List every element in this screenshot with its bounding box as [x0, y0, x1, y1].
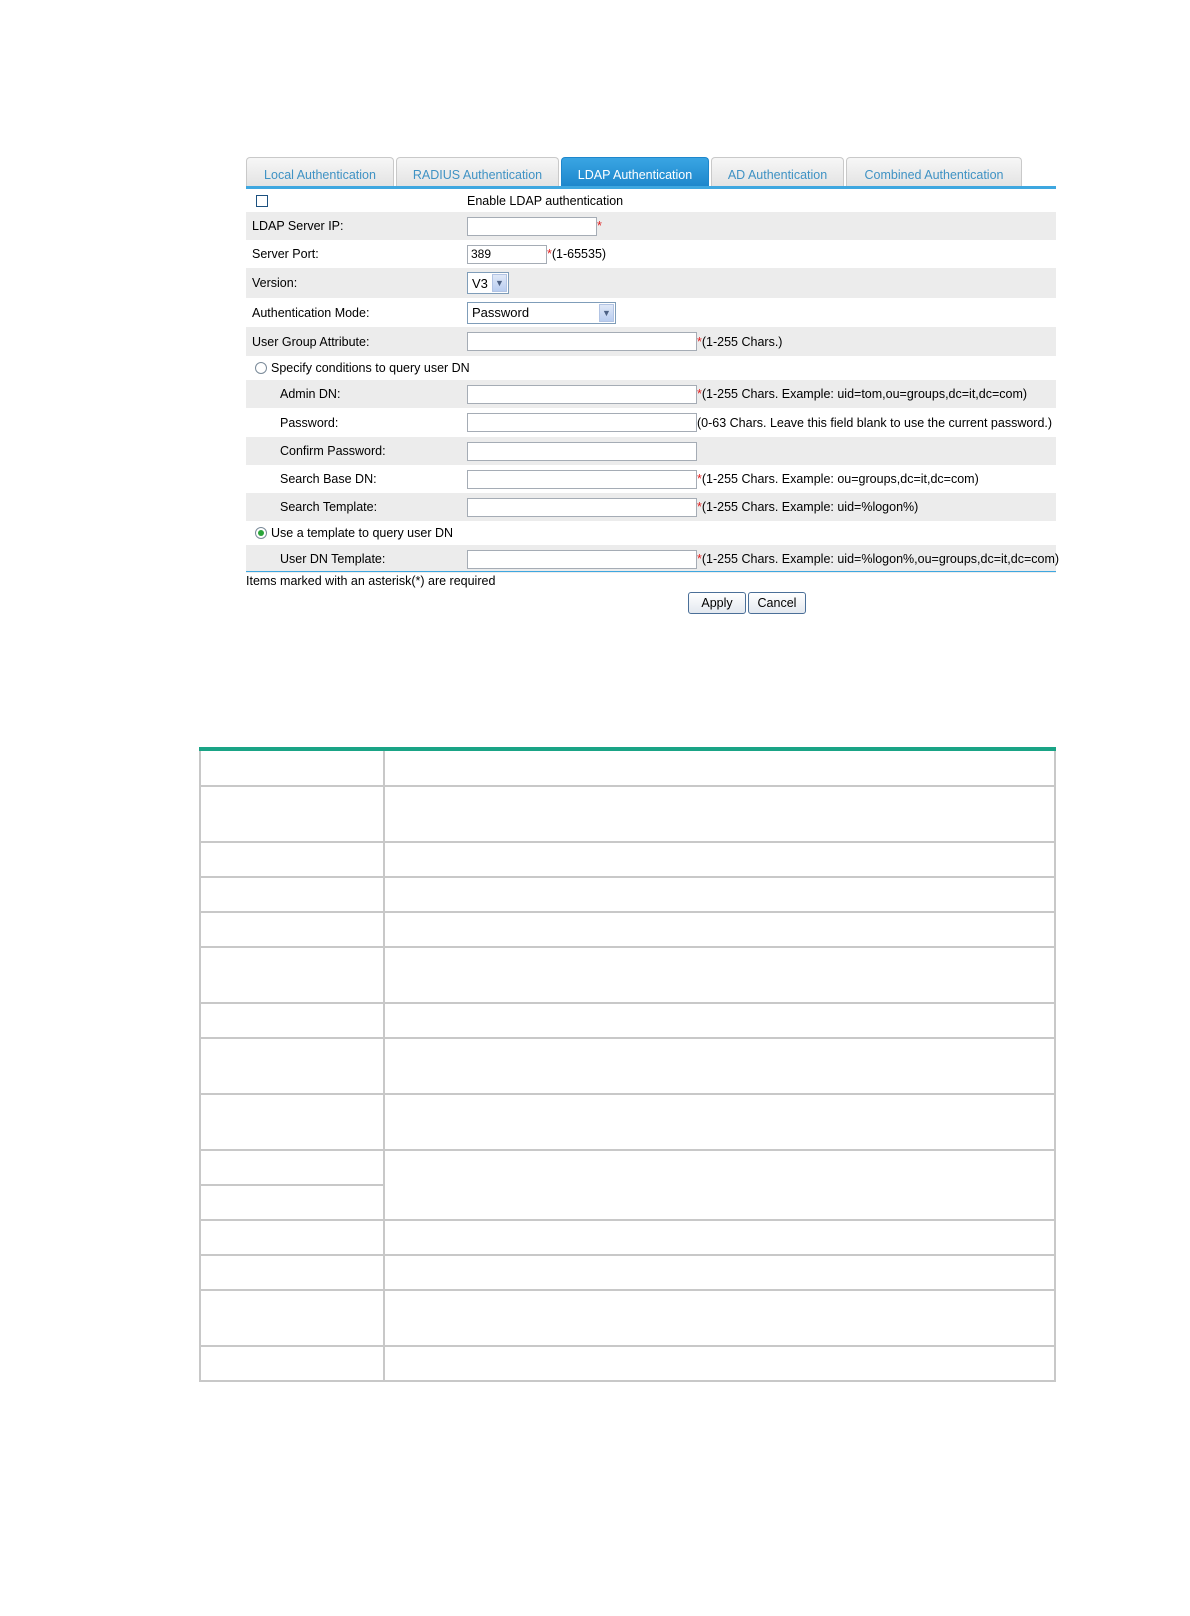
- enable-ldap-label: Enable LDAP authentication: [467, 193, 624, 208]
- required-marker: *: [547, 247, 552, 261]
- user-group-input[interactable]: [467, 332, 697, 351]
- password-label: Password:: [280, 415, 339, 430]
- tab-combined-authentication[interactable]: Combined Authentication: [846, 157, 1022, 186]
- required-note: Items marked with an asterisk(*) are required: [246, 574, 496, 588]
- auth-mode-row: [246, 298, 1056, 327]
- tab-local-authentication[interactable]: Local Authentication: [246, 157, 394, 186]
- admin-dn-hint: (1-255 Chars. Example: uid=tom,ou=groups,dc=it,dc=com): [701, 387, 1028, 401]
- enable-row: [246, 189, 1056, 212]
- server-ip-row: [246, 212, 1056, 240]
- admin-dn-label: Admin DN:: [280, 387, 341, 401]
- ldap-form: [246, 189, 1060, 573]
- specify-conditions-radio[interactable]: [255, 362, 267, 374]
- password-input[interactable]: [467, 413, 697, 432]
- auth-mode-label: Authentication Mode:: [252, 305, 370, 320]
- table-row: [200, 947, 1055, 1003]
- server-ip-label: LDAP Server IP:: [252, 219, 344, 233]
- server-port-row: [246, 240, 1056, 268]
- use-template-label: Use a template to query user DN: [271, 526, 454, 540]
- user-dn-template-input[interactable]: [467, 550, 697, 569]
- user-dn-template-hint: (1-255 Chars. Example: uid=%logon%,ou=groups,dc=it,dc=com): [701, 552, 1060, 566]
- version-row: [246, 268, 1056, 298]
- password-row: [246, 408, 1056, 437]
- table-row: [200, 1255, 1055, 1290]
- tab-ldap-authentication[interactable]: LDAP Authentication: [561, 157, 709, 186]
- specify-conditions-label: Specify conditions to query user DN: [271, 361, 470, 375]
- table-row: [200, 912, 1055, 947]
- required-marker: *: [697, 387, 702, 401]
- search-base-dn-hint: (1-255 Chars. Example: ou=groups,dc=it,dc=com): [701, 472, 979, 486]
- form-bottom-divider: [246, 571, 1056, 572]
- table-row: [200, 1150, 1055, 1185]
- table-row: [200, 786, 1055, 842]
- password-hint: (0-63 Chars. Leave this field blank to use the current password.): [697, 415, 1053, 430]
- confirm-password-label: Confirm Password:: [280, 444, 386, 458]
- search-base-dn-input[interactable]: [467, 470, 697, 489]
- user-group-row: [246, 327, 1056, 356]
- search-template-row: [246, 493, 1056, 521]
- enable-ldap-checkbox[interactable]: [256, 195, 268, 207]
- search-template-label: Search Template:: [280, 500, 378, 514]
- search-template-hint: (1-255 Chars. Example: uid=%logon%): [701, 500, 919, 514]
- version-select[interactable]: [467, 272, 509, 294]
- search-template-input[interactable]: [467, 498, 697, 517]
- user-dn-template-row: [246, 545, 1060, 573]
- apply-button[interactable]: Apply: [688, 592, 746, 614]
- table-row: [200, 877, 1055, 912]
- specify-conditions-row: [246, 356, 1056, 380]
- server-ip-input[interactable]: [467, 217, 597, 236]
- user-group-hint: (1-255 Chars.): [701, 334, 783, 349]
- table-accent-bar: [199, 747, 1056, 751]
- admin-dn-row: [246, 380, 1056, 408]
- table-row: [200, 1038, 1055, 1094]
- confirm-password-input[interactable]: [467, 442, 697, 461]
- server-port-input[interactable]: [467, 245, 547, 264]
- auth-mode-value: Password: [472, 305, 530, 320]
- server-port-label: Server Port:: [252, 247, 319, 261]
- tab-ad-authentication[interactable]: AD Authentication: [711, 157, 844, 186]
- parameter-table: [199, 747, 1056, 1382]
- table-row: [200, 1003, 1055, 1038]
- search-base-dn-row: [246, 465, 1056, 493]
- tab-radius-authentication[interactable]: RADIUS Authentication: [396, 157, 559, 186]
- table-row: [200, 1094, 1055, 1150]
- use-template-row: [246, 521, 1056, 545]
- table-row: [200, 1220, 1055, 1255]
- table-row: [200, 1346, 1055, 1381]
- table-header-row: [200, 748, 1055, 786]
- required-marker: *: [697, 552, 702, 566]
- confirm-password-row: [246, 437, 1056, 465]
- admin-dn-input[interactable]: [467, 385, 697, 404]
- table-row: [200, 842, 1055, 877]
- cancel-button[interactable]: Cancel: [748, 592, 806, 614]
- chevron-down-icon: ▼: [599, 304, 614, 322]
- required-marker: *: [697, 472, 702, 486]
- use-template-radio[interactable]: [255, 527, 267, 539]
- user-dn-template-label: User DN Template:: [280, 552, 386, 566]
- auth-mode-select[interactable]: [467, 302, 616, 324]
- version-value: V3: [472, 275, 488, 291]
- chevron-down-icon: ▼: [492, 274, 507, 292]
- server-port-hint: (1-65535): [551, 247, 607, 261]
- table-row: [200, 1290, 1055, 1346]
- required-marker: *: [597, 219, 602, 233]
- user-group-label: User Group Attribute:: [252, 334, 370, 349]
- required-marker: *: [697, 500, 702, 514]
- version-label: Version:: [252, 276, 298, 290]
- required-marker: *: [697, 334, 702, 349]
- search-base-dn-label: Search Base DN:: [280, 472, 377, 486]
- tab-bar: [246, 157, 1056, 187]
